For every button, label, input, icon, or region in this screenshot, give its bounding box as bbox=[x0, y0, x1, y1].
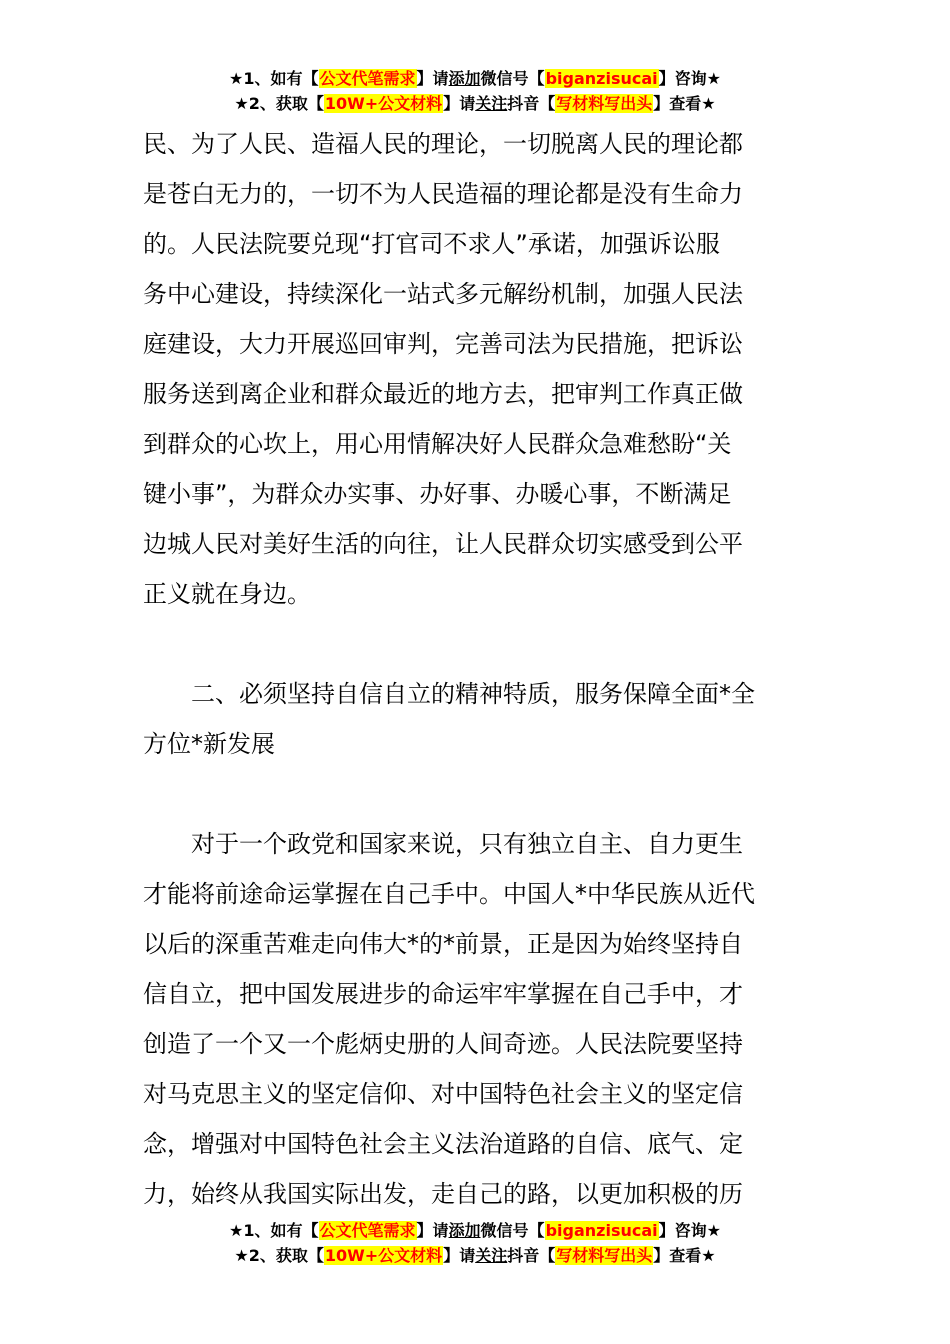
text-line: 的。人民法院要兑现“打官司不求人”承诺，加强诉讼服 bbox=[143, 230, 720, 258]
banner-text: 】请 bbox=[416, 69, 449, 88]
banner-text: ★1、如有【 bbox=[229, 69, 319, 88]
banner-text: 】查看★ bbox=[653, 94, 716, 113]
heading-line: 方位*新发展 bbox=[143, 730, 275, 758]
paragraph-1 bbox=[143, 119, 807, 619]
banner-highlight: 10W+公文材料 bbox=[324, 1246, 443, 1265]
text-line: 到群众的心坎上，用心用情解决好人民群众急难愁盼“关 bbox=[143, 430, 732, 458]
banner-text: 】请 bbox=[443, 94, 476, 113]
banner-underline: 添加 bbox=[448, 1221, 481, 1240]
banner-text: 】请 bbox=[443, 1246, 476, 1265]
text-line: 服务送到离企业和群众最近的地方去，把审判工作真正做 bbox=[143, 380, 743, 408]
banner-highlight: 公文代笔需求 bbox=[319, 69, 416, 88]
banner-highlight: biganzisucai bbox=[545, 1221, 658, 1240]
banner-text: ★2、获取【 bbox=[234, 94, 324, 113]
text-line: 民、为了人民、造福人民的理论，一切脱离人民的理论都 bbox=[143, 130, 743, 158]
text-line: 是苍白无力的，一切不为人民造福的理论都是没有生命力 bbox=[143, 180, 743, 208]
text-line: 对马克思主义的坚定信仰、对中国特色社会主义的坚定信 bbox=[143, 1080, 743, 1108]
text-line: 庭建设，大力开展巡回审判，完善司法为民措施，把诉讼 bbox=[143, 330, 743, 358]
text-line: 务中心建设，持续深化一站式多元解纷机制，加强人民法 bbox=[143, 280, 743, 308]
blank-line bbox=[143, 769, 807, 819]
section-heading bbox=[143, 669, 807, 769]
banner-line-2 bbox=[0, 1243, 950, 1268]
text-line: 创造了一个又一个彪炳史册的人间奇迹。人民法院要坚持 bbox=[143, 1030, 743, 1058]
banner-highlight: 写材料写出头 bbox=[556, 1246, 653, 1265]
banner-text: ★2、获取【 bbox=[234, 1246, 324, 1265]
text-line: 边城人民对美好生活的向往，让人民群众切实感受到公平 bbox=[143, 530, 743, 558]
banner-text: 微信号【 bbox=[480, 1221, 545, 1240]
banner-text: 】请 bbox=[416, 1221, 449, 1240]
document-body bbox=[143, 119, 807, 1219]
banner-underline: 关注 bbox=[475, 1246, 508, 1265]
paragraph-2 bbox=[143, 819, 807, 1219]
banner-text: ★1、如有【 bbox=[229, 1221, 319, 1240]
banner-text: 抖音【 bbox=[507, 94, 556, 113]
text-line: 对于一个政党和国家来说，只有独立自主、自力更生 bbox=[143, 830, 743, 858]
banner-line-2 bbox=[0, 91, 950, 116]
text-line: 键小事”，为群众办实事、办好事、办暖心事，不断满足 bbox=[143, 480, 732, 508]
text-line: 才能将前途命运掌握在自己手中。中国人*中华民族从近代 bbox=[143, 880, 755, 908]
text-line: 正义就在身边。 bbox=[143, 580, 311, 608]
heading-line: 二、必须坚持自信自立的精神特质，服务保障全面*全 bbox=[143, 680, 755, 708]
banner-text: 】咨询★ bbox=[658, 69, 721, 88]
banner-text: 抖音【 bbox=[507, 1246, 556, 1265]
banner-highlight: 公文代笔需求 bbox=[319, 1221, 416, 1240]
banner-highlight: biganzisucai bbox=[545, 69, 658, 88]
banner-text: 微信号【 bbox=[480, 69, 545, 88]
text-line: 以后的深重苦难走向伟大*的*前景，正是因为始终坚持自 bbox=[143, 930, 743, 958]
banner-line-1 bbox=[0, 66, 950, 91]
text-line: 力，始终从我国实际出发，走自己的路，以更加积极的历 bbox=[143, 1180, 743, 1208]
text-line: 念，增强对中国特色社会主义法治道路的自信、底气、定 bbox=[143, 1130, 743, 1158]
banner-underline: 关注 bbox=[475, 94, 508, 113]
banner-highlight: 10W+公文材料 bbox=[324, 94, 443, 113]
bottom-banner bbox=[0, 1218, 950, 1268]
banner-underline: 添加 bbox=[448, 69, 481, 88]
banner-text: 】咨询★ bbox=[658, 1221, 721, 1240]
blank-line bbox=[143, 619, 807, 669]
banner-highlight: 写材料写出头 bbox=[556, 94, 653, 113]
banner-text: 】查看★ bbox=[653, 1246, 716, 1265]
text-line: 信自立，把中国发展进步的命运牢牢掌握在自己手中，才 bbox=[143, 980, 743, 1008]
top-banner bbox=[0, 66, 950, 116]
banner-line-1 bbox=[0, 1218, 950, 1243]
